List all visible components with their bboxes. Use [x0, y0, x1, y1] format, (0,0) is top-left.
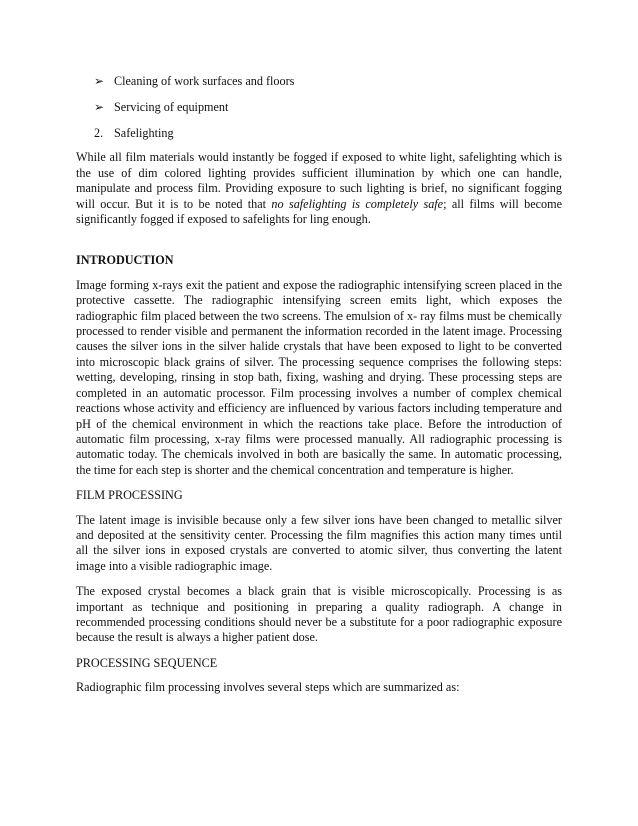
list-item: [94, 74, 562, 89]
arrowhead-bullet-icon: ➢: [94, 100, 105, 114]
numbered-item-text: Safelighting: [114, 126, 174, 140]
page-content: [76, 74, 562, 706]
safelighting-text-part1: While all film materials would instantly be fogged if exposed to white light, safelighting which is the use of dim colored lighting provides sufficient illumination by which one can handle, manipulate and process film. Providing exposure to such lighting is brief, no significant fogging will occur. But it is to be noted that: [76, 150, 562, 211]
processing-sequence-paragraph: Radiographic film processing involves several steps which are summarized as:: [76, 680, 460, 695]
safelighting-text-part2: ; all films will become significantly fogged if exposed to safelights for ling enough.: [76, 196, 562, 227]
film-processing-paragraph-2: The exposed crystal becomes a black grain that is visible microscopically. Processing is as important as technique and positioning in preparing a quality radiograph. A change in recommended processing conditions should never be a substitute for a poor radiographic exposure because the result is always a higher patient dose.: [76, 584, 562, 645]
numbered-item-marker: 2.: [94, 126, 104, 140]
safelighting-paragraph: [76, 150, 562, 227]
list-item-text: Cleaning of work surfaces and floors: [114, 74, 295, 88]
introduction-paragraph: Image forming x-rays exit the patient and expose the radiographic intensifying screen placed in the protective cassette. The radiographic intensifying screen emits light, which exposes the radiographic film placed between the two screens. The emulsion of x- ray films must be chemically processed to render visible and permanent the information recorded in the latent image. Processing causes the silver ions in the silver halide crystals that have been exposed to light to be converted into microscopic black grains of silver. The processing sequence comprises the following steps: wetting, developing, rinsing in stop bath, fixing, washing and drying. These processing steps are completed in an automatic processor. Film processing involves a number of complex chemical reactions whose activity and efficiency are influenced by various factors including temperature and pH of the chemical environment in which the reactions take place. Before the introduction of automatic film processing, x-ray films were processed manually. All radiographic processing is automatic today. The chemicals involved in both are basically the same. In automatic processing, the time for each step is shorter and the chemical concentration and temperature is higher.: [76, 277, 562, 477]
film-processing-heading: FILM PROCESSING: [76, 488, 183, 503]
film-processing-paragraph-1: The latent image is invisible because only a few silver ions have been changed to metallic silver and deposited at the sensitivity center. Processing the film magnifies this action many times until all the silver ions in exposed crystals are converted to atomic silver, thus converting the latent image into a visible radiographic image.: [76, 512, 562, 573]
list-item: [94, 100, 562, 115]
arrowhead-bullet-icon: ➢: [94, 74, 105, 88]
introduction-heading: INTRODUCTION: [76, 253, 174, 268]
list-item-text: Servicing of equipment: [114, 100, 229, 114]
numbered-item: [94, 126, 562, 141]
safelighting-emphasis: no safelighting is completely safe: [271, 196, 444, 211]
processing-sequence-heading: PROCESSING SEQUENCE: [76, 655, 218, 670]
